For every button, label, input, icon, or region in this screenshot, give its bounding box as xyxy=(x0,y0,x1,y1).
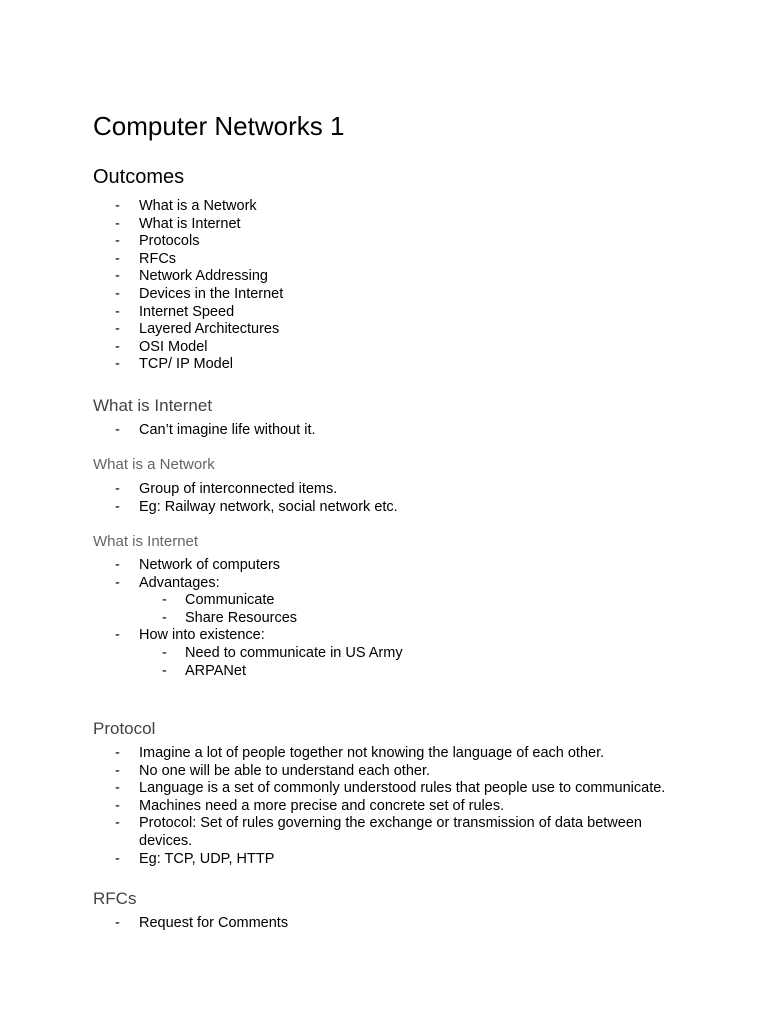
list-item: - Layered Architectures xyxy=(115,321,280,338)
what-is-network-heading: What is a Network xyxy=(93,456,215,473)
what-is-internet-details-list xyxy=(93,557,403,680)
what-is-internet-subheading: What is Internet xyxy=(93,533,199,550)
list-item: - How into existence: xyxy=(115,627,265,644)
list-item: - Request for Comments xyxy=(115,915,289,931)
what-is-internet-heading: What is Internet xyxy=(93,396,213,415)
list-item: - Protocols xyxy=(115,233,200,250)
list-item: - What is Internet xyxy=(115,215,241,232)
list-item: - Advantages: xyxy=(115,574,220,591)
rfcs-heading: RFCs xyxy=(93,889,137,908)
list-item: - Internet Speed xyxy=(115,303,235,320)
list-item: - What is a Network xyxy=(115,198,257,214)
list-item: - Devices in the Internet xyxy=(115,285,284,302)
sub-list-item: - ARPANet xyxy=(162,662,246,679)
document-title: Computer Networks 1 xyxy=(93,111,345,141)
protocol-heading: Protocol xyxy=(93,719,156,738)
outcomes-heading: Outcomes xyxy=(93,166,185,188)
sub-list-item: - Share Resources xyxy=(162,609,298,626)
list-item: - TCP/ IP Model xyxy=(115,356,234,373)
protocol-list xyxy=(93,745,699,868)
what-is-network-list xyxy=(93,481,398,516)
list-item: - Imagine a lot of people together not knowing the language of each other. xyxy=(115,745,605,761)
list-item: - Protocol: Set of rules governing the exchange or transmission of data between devices. xyxy=(115,815,642,849)
list-item: - Eg: Railway network, social network etc. xyxy=(115,498,398,515)
outcomes-list xyxy=(93,198,283,374)
list-item: - RFCs xyxy=(115,250,177,267)
list-item: - Network of computers xyxy=(115,557,281,573)
sub-list-item: - Communicate xyxy=(162,592,275,609)
list-item: - Network Addressing xyxy=(115,268,268,285)
list-item: - OSI Model xyxy=(115,338,208,355)
list-item: - No one will be able to understand each other. xyxy=(115,762,431,779)
sub-list-item: - Need to communicate in US Army xyxy=(162,644,403,661)
list-item: - Machines need a more precise and concrete set of rules. xyxy=(115,797,505,814)
list-item: - Language is a set of commonly understood rules that people use to communicate. xyxy=(115,780,666,797)
list-item: - Eg: TCP, UDP, HTTP xyxy=(115,850,275,867)
list-item: - Group of interconnected items. xyxy=(115,481,338,497)
list-item: - Can’t imagine life without it. xyxy=(115,422,316,438)
what-is-internet-list xyxy=(93,422,316,440)
rfcs-list xyxy=(93,915,288,933)
